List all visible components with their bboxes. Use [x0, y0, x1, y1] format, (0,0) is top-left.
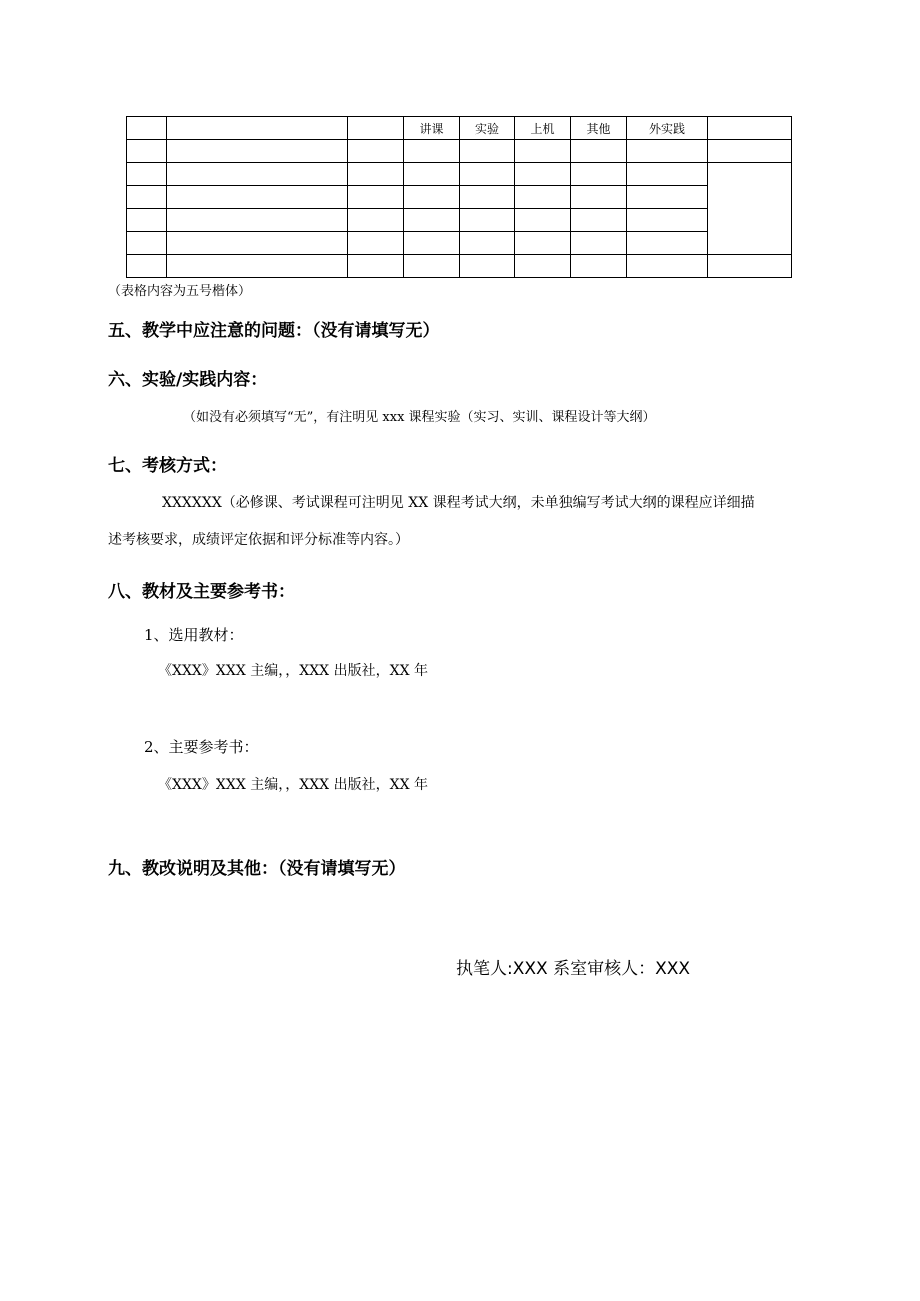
header-experiment: 实验: [460, 117, 515, 140]
table-cell: [460, 140, 515, 163]
header-other: 其他: [571, 117, 627, 140]
table-cell: [627, 209, 708, 232]
table-row: [127, 186, 792, 209]
table-cell: [404, 140, 460, 163]
table-cell: [348, 209, 404, 232]
table-cell: [127, 117, 167, 140]
table-row: [127, 255, 792, 278]
table-cell: [404, 163, 460, 186]
table-cell: [515, 140, 571, 163]
section-7-heading: 七、考核方式：: [108, 456, 227, 476]
signature-line: 执笔人:XXX 系室审核人：XXX: [456, 959, 691, 979]
section-8-heading: 八、教材及主要参考书：: [108, 582, 295, 602]
table-cell: [627, 232, 708, 255]
section-5-heading: 五、教学中应注意的问题：（没有请填写无）: [108, 321, 440, 341]
header-computer: 上机: [515, 117, 571, 140]
table-cell: [708, 117, 792, 140]
table-cell: [515, 232, 571, 255]
table-cell: [515, 186, 571, 209]
merged-cell: [708, 163, 792, 255]
table-cell: [627, 186, 708, 209]
table-cell: [460, 255, 515, 278]
section-9-heading: 九、教改说明及其他：（没有请填写无）: [108, 859, 406, 879]
table-cell: [627, 163, 708, 186]
table-cell: [404, 186, 460, 209]
table-cell: [571, 186, 627, 209]
table-cell: [127, 140, 167, 163]
table-cell: [571, 232, 627, 255]
table-row: [127, 209, 792, 232]
table-cell: [404, 255, 460, 278]
table-cell: [167, 186, 348, 209]
table-cell: [127, 186, 167, 209]
table-cell: [167, 140, 348, 163]
table-cell: [167, 163, 348, 186]
table-row: [127, 163, 792, 186]
header-lecture: 讲课: [404, 117, 460, 140]
table-cell: [708, 140, 792, 163]
reference-books-title: 2、主要参考书：: [144, 738, 259, 756]
table-cell: [460, 232, 515, 255]
table-header-row: [127, 117, 792, 140]
table-cell: [515, 255, 571, 278]
table-cell: [348, 140, 404, 163]
table-cell: [515, 209, 571, 232]
table-cell: [627, 255, 708, 278]
table-cell: [708, 255, 792, 278]
table-cell: [404, 232, 460, 255]
table-cell: [127, 232, 167, 255]
table-cell: [167, 232, 348, 255]
table-note: （表格内容为五号楷体）: [108, 284, 252, 299]
table-cell: [127, 255, 167, 278]
header-external-practice: 外实践: [627, 117, 708, 140]
table-cell: [460, 186, 515, 209]
table-cell: [127, 163, 167, 186]
section-6-note: （如没有必须填写“无”，有注明见 xxx 课程实验（实习、实训、课程设计等大纲）: [183, 410, 656, 425]
table-cell: [348, 186, 404, 209]
reference-book-entry: 《XXX》XXX 主编，，XXX 出版社，XX 年: [158, 777, 428, 793]
textbook-title: 1、选用教材：: [144, 626, 244, 644]
table-cell: [167, 209, 348, 232]
hours-table: [126, 116, 792, 278]
table-cell: [348, 163, 404, 186]
table-cell: [571, 163, 627, 186]
table-cell: [404, 209, 460, 232]
table-cell: [167, 117, 348, 140]
table-cell: [348, 232, 404, 255]
section-7-text-line1: XXXXXX（必修课、考试课程可注明见 XX 课程考试大纲，未单独编写考试大纲的课程应详细描: [162, 495, 755, 511]
table-cell: [167, 255, 348, 278]
table-cell: [571, 140, 627, 163]
table-cell: [627, 140, 708, 163]
table-cell: [460, 163, 515, 186]
section-6-heading: 六、实验/实践内容：: [108, 370, 268, 390]
table-row: [127, 232, 792, 255]
table-cell: [515, 163, 571, 186]
table-row: [127, 140, 792, 163]
table-cell: [571, 209, 627, 232]
table-cell: [348, 117, 404, 140]
table-cell: [127, 209, 167, 232]
table-cell: [348, 255, 404, 278]
section-7-text-line2: 述考核要求，成绩评定依据和评分标准等内容。）: [108, 532, 409, 548]
table-cell: [571, 255, 627, 278]
table-cell: [460, 209, 515, 232]
textbook-reference: 《XXX》XXX 主编，，XXX 出版社，XX 年: [158, 663, 428, 679]
